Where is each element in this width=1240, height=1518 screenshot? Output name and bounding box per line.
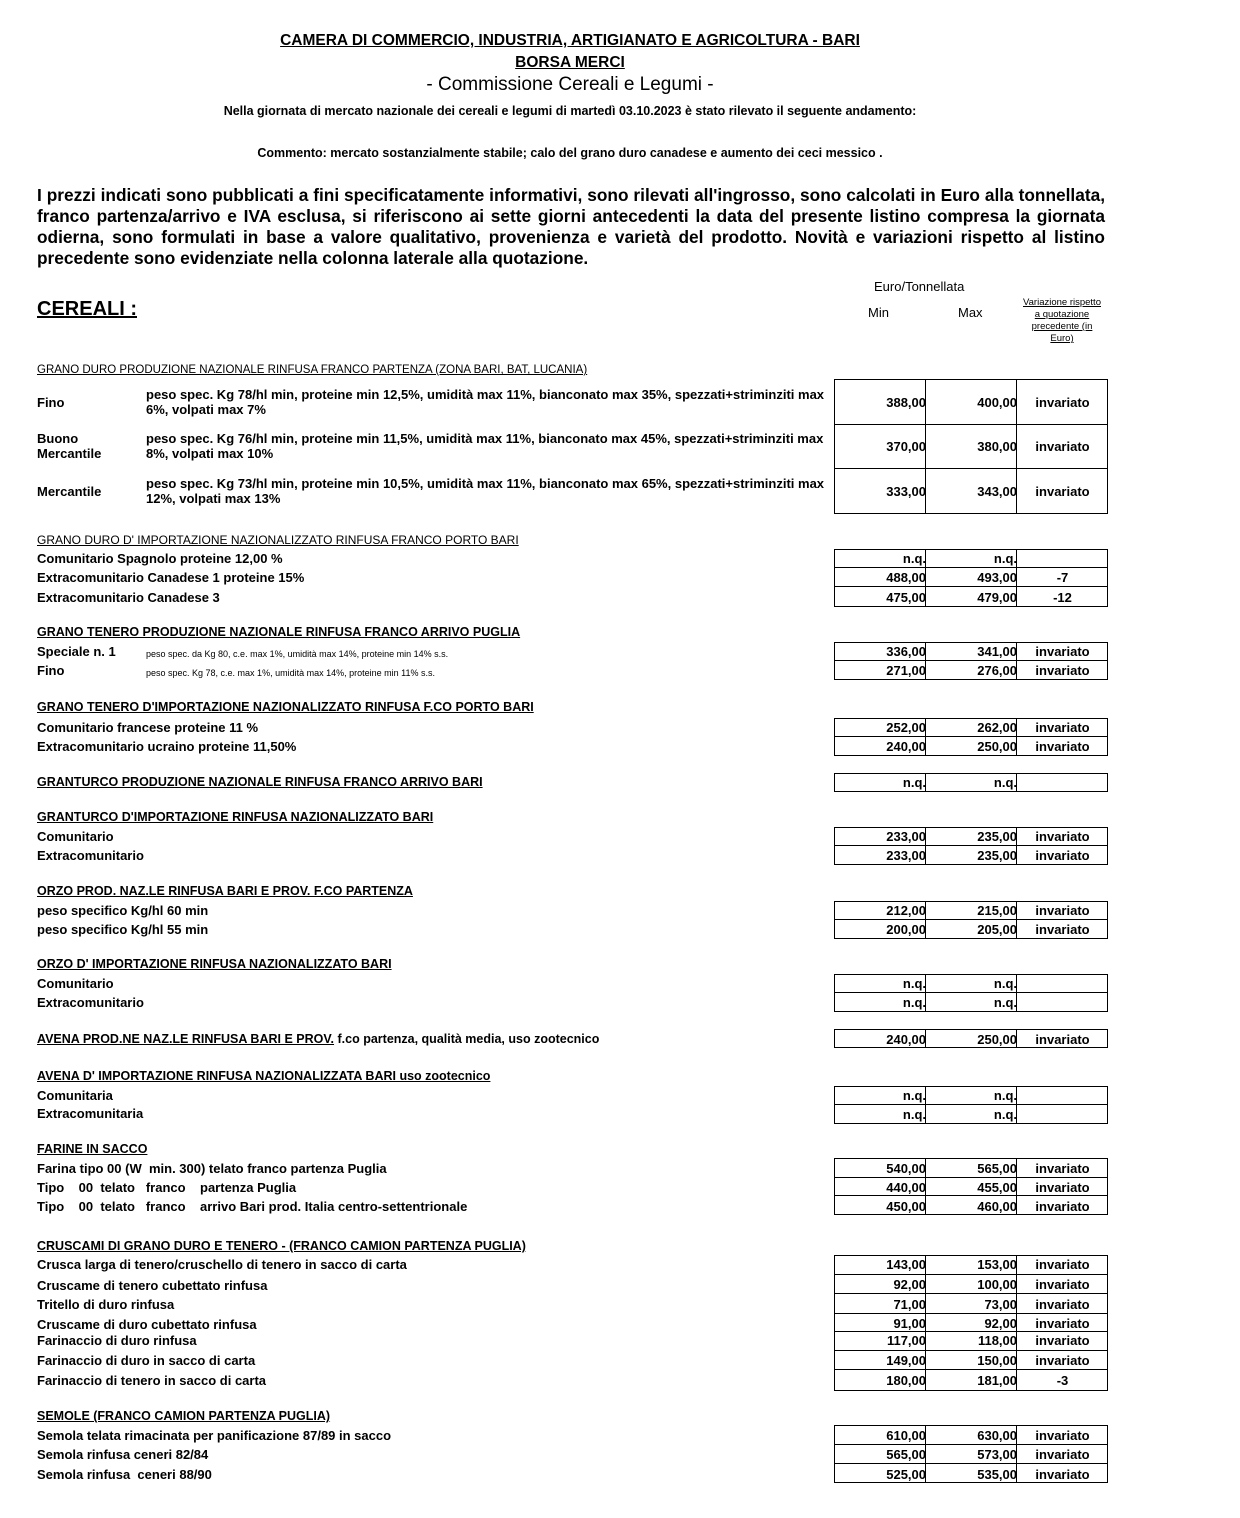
variation-header: Variazione rispetto a quotazione precedente (in Euro) (1023, 297, 1101, 344)
row-label: Semola rinfusa ceneri 82/84 (37, 1447, 209, 1462)
commission-title: - Commissione Cereali e Legumi - (426, 74, 714, 95)
variation-value: invariato (1035, 720, 1090, 735)
min-value: n.q. (902, 775, 926, 790)
row-label: Comunitario Spagnolo proteine 12,00 % (37, 551, 283, 566)
borsa-merci-title: BORSA MERCI (515, 54, 625, 71)
min-value: 143,00 (886, 1257, 926, 1272)
row-description: peso spec. Kg 73/hl min, proteine min 10,5%, umidità max 11%, bianconato max 65%, spezzati+striminziti max 12%, volpati max 13% (146, 476, 825, 506)
market-comment: Commento: mercato sostanzialmente stabile; calo del grano duro canadese e aumento dei ceci messico . (257, 146, 883, 160)
variation-value: invariato (1035, 739, 1090, 754)
row-label: Farinaccio di duro in sacco di carta (37, 1353, 256, 1368)
max-value: 150,00 (977, 1353, 1017, 1368)
max-value: 341,00 (977, 644, 1017, 659)
variation-value: invariato (1035, 922, 1090, 937)
group-title: GRANTURCO D'IMPORTAZIONE RINFUSA NAZIONALIZZATO BARI (37, 810, 434, 824)
row-note: peso spec. da Kg 80, c.e. max 1%, umidità max 14%, proteine min 14% s.s. (146, 649, 449, 659)
min-value: 200,00 (886, 922, 926, 937)
row-description: peso spec. Kg 76/hl min, proteine min 11,5%, umidità max 11%, bianconato max 45%, spezzati+striminziti max 8%, volpati max 10% (146, 431, 824, 461)
min-value: 180,00 (886, 1373, 926, 1388)
min-value: 475,00 (886, 590, 926, 605)
group-title: ORZO D' IMPORTAZIONE RINFUSA NAZIONALIZZATO BARI (37, 957, 392, 971)
min-value: 92,00 (893, 1277, 926, 1292)
min-value: 233,00 (886, 848, 926, 863)
row-label: Buono Mercantile (37, 431, 102, 461)
row-label: Crusca larga di tenero/cruschello di tenero in sacco di carta (37, 1257, 407, 1272)
max-value: 460,00 (977, 1199, 1017, 1214)
max-value: 276,00 (977, 663, 1017, 678)
row-label: Comunitario (37, 976, 114, 991)
variation-value: invariato (1035, 1353, 1090, 1368)
variation-value: invariato (1035, 1257, 1090, 1272)
min-value: 240,00 (886, 739, 926, 754)
group-title: GRANO DURO PRODUZIONE NAZIONALE RINFUSA FRANCO PARTENZA (ZONA BARI, BAT, LUCANIA) (37, 364, 588, 376)
variation-value: invariato (1035, 1297, 1090, 1312)
max-value: 262,00 (977, 720, 1017, 735)
max-value: 73,00 (984, 1297, 1017, 1312)
row-label: Extracomunitaria (37, 1106, 144, 1121)
max-value: 479,00 (977, 590, 1017, 605)
row-label: Mercantile (37, 484, 102, 499)
variation-value: invariato (1035, 1428, 1090, 1443)
max-value: 181,00 (977, 1373, 1017, 1388)
row-divider (834, 1104, 1108, 1105)
group-title-line (37, 1032, 599, 1046)
max-value: 153,00 (977, 1257, 1017, 1272)
variation-value: invariato (1035, 1032, 1090, 1047)
max-value: 380,00 (977, 439, 1017, 454)
min-value: n.q. (902, 995, 926, 1010)
row-label: Cruscame di duro cubettato rinfusa (37, 1317, 257, 1332)
max-value: 235,00 (977, 829, 1017, 844)
row-description: peso spec. Kg 78/hl min, proteine min 12,5%, umidità max 11%, bianconato max 35%, spezzati+striminziti max 6%, volpati max 7% (146, 387, 825, 417)
cereali-section-title: CEREALI : (37, 298, 137, 320)
min-value: 388,00 (886, 395, 926, 410)
min-value: 271,00 (886, 663, 926, 678)
max-header: Max (958, 305, 983, 320)
min-value: 450,00 (886, 1199, 926, 1214)
min-header: Min (868, 305, 889, 320)
group-title: SEMOLE (FRANCO CAMION PARTENZA PUGLIA) (37, 1409, 331, 1423)
min-value: 565,00 (886, 1447, 926, 1462)
max-value: 205,00 (977, 922, 1017, 937)
variation-value: invariato (1035, 848, 1090, 863)
max-value: 535,00 (977, 1467, 1017, 1482)
variation-value: invariato (1035, 829, 1090, 844)
row-label: Semola rinfusa ceneri 88/90 (37, 1467, 212, 1482)
min-value: n.q. (902, 1107, 926, 1122)
row-label: peso specifico Kg/hl 60 min (37, 903, 209, 918)
min-value: 91,00 (893, 1316, 926, 1331)
variation-value: invariato (1035, 1333, 1090, 1348)
row-label: Cruscame di tenero cubettato rinfusa (37, 1278, 268, 1293)
max-value: 235,00 (977, 848, 1017, 863)
row-label: Comunitario francese proteine 11 % (37, 720, 259, 735)
min-value: 488,00 (886, 570, 926, 585)
row-label: Fino (37, 663, 65, 678)
min-value: n.q. (902, 551, 926, 566)
variation-value: invariato (1035, 644, 1090, 659)
variation-value: invariato (1035, 1467, 1090, 1482)
min-value: 212,00 (886, 903, 926, 918)
row-label: Extracomunitario Canadese 3 (37, 590, 220, 605)
group-title: CRUSCAMI DI GRANO DURO E TENERO - (FRANCO CAMION PARTENZA PUGLIA) (37, 1239, 526, 1253)
variation-value: invariato (1035, 1316, 1090, 1331)
row-divider (834, 992, 1108, 993)
variation-value: invariato (1035, 1447, 1090, 1462)
max-value: 100,00 (977, 1277, 1017, 1292)
row-label: Farina tipo 00 (W min. 300) telato franco partenza Puglia (37, 1161, 387, 1176)
row-label: Extracomunitario (37, 995, 144, 1010)
max-value: n.q. (993, 1107, 1017, 1122)
row-label: Extracomunitario ucraino proteine 11,50% (37, 739, 297, 754)
row-label: Tipo 00 telato franco arrivo Bari prod. Italia centro-settentrionale (37, 1199, 468, 1214)
group-title: GRANO TENERO D'IMPORTAZIONE NAZIONALIZZATO RINFUSA F.CO PORTO BARI (37, 700, 534, 714)
variation-value: invariato (1035, 1199, 1090, 1214)
row-label: Fino (37, 395, 65, 410)
max-value: 455,00 (977, 1180, 1017, 1195)
row-label: Comunitario (37, 829, 114, 844)
row-label: Tritello di duro rinfusa (37, 1297, 175, 1312)
variation-value: invariato (1035, 439, 1090, 454)
row-label: Extracomunitario Canadese 1 proteine 15% (37, 570, 305, 585)
min-value: 610,00 (886, 1428, 926, 1443)
min-value: 333,00 (886, 484, 926, 499)
group-title: GRANTURCO PRODUZIONE NAZIONALE RINFUSA FRANCO ARRIVO BARI (37, 775, 483, 789)
min-value: n.q. (902, 1088, 926, 1103)
max-value: 343,00 (977, 484, 1017, 499)
max-value: n.q. (993, 1088, 1017, 1103)
min-value: 370,00 (886, 439, 926, 454)
max-value: 250,00 (977, 739, 1017, 754)
max-value: 573,00 (977, 1447, 1017, 1462)
row-label: Farinaccio di tenero in sacco di carta (37, 1373, 267, 1388)
row-divider (834, 736, 1108, 737)
max-value: 400,00 (977, 395, 1017, 410)
unit-header: Euro/Tonnellata (874, 279, 965, 294)
disclaimer: I prezzi indicati sono pubblicati a fini specificatamente informativi, sono rilevati all'ingrosso, sono calcolati in Euro alla tonnellata, franco partenza/arrivo e IVA esclusa, si riferiscono ai sette giorni antecedenti la data del presente listino compresa la giornata odierna, sono formulati in base a valore qualitativo, provenienza e varietà del prodotto. Novità e variazioni rispetto al listino precedente sono evidenziate nella colonna laterale alla quotazione. (37, 185, 1105, 268)
group-title: ORZO PROD. NAZ.LE RINFUSA BARI E PROV. F.CO PARTENZA (37, 884, 413, 898)
group-title: AVENA D' IMPORTAZIONE RINFUSA NAZIONALIZZATA BARI uso zootecnico (37, 1069, 491, 1083)
max-value: 630,00 (977, 1428, 1017, 1443)
max-value: n.q. (993, 976, 1017, 991)
row-divider (834, 660, 1108, 661)
min-value: 240,00 (886, 1032, 926, 1047)
group-title-suffix: f.co partenza, qualità media, uso zootecnico (334, 1032, 600, 1046)
row-label: Tipo 00 telato franco partenza Puglia (37, 1180, 297, 1195)
min-value: 71,00 (893, 1297, 926, 1312)
row-label: Extracomunitario (37, 848, 144, 863)
variation-value: -7 (1056, 570, 1069, 585)
group-title: FARINE IN SACCO (37, 1142, 148, 1156)
variation-value: invariato (1035, 903, 1090, 918)
row-label: Semola telata rimacinata per panificazione 87/89 in sacco (37, 1428, 392, 1443)
row-note: peso spec. Kg 78, c.e. max 1%, umidità max 14%, proteine min 11% s.s. (146, 668, 435, 678)
max-value: 215,00 (977, 903, 1017, 918)
variation-value: invariato (1035, 1161, 1090, 1176)
row-divider (834, 919, 1108, 920)
min-value: 525,00 (886, 1467, 926, 1482)
max-value: 118,00 (977, 1333, 1017, 1348)
min-value: n.q. (902, 976, 926, 991)
row-label: peso specifico Kg/hl 55 min (37, 922, 209, 937)
max-value: 565,00 (977, 1161, 1017, 1176)
row-label: Farinaccio di duro rinfusa (37, 1333, 197, 1348)
min-value: 233,00 (886, 829, 926, 844)
max-value: n.q. (993, 775, 1017, 790)
row-label: Comunitaria (37, 1088, 113, 1103)
variation-value: invariato (1035, 1277, 1090, 1292)
min-value: 149,00 (886, 1353, 926, 1368)
max-value: n.q. (993, 551, 1017, 566)
chamber-title: CAMERA DI COMMERCIO, INDUSTRIA, ARTIGIANATO E AGRICOLTURA - BARI (280, 32, 860, 49)
variation-value: invariato (1035, 1180, 1090, 1195)
group-title: AVENA PROD.NE NAZ.LE RINFUSA BARI E PROV. (37, 1032, 335, 1046)
min-value: 440,00 (886, 1180, 926, 1195)
min-value: 117,00 (886, 1333, 926, 1348)
variation-value: invariato (1035, 663, 1090, 678)
min-value: 252,00 (886, 720, 926, 735)
min-value: 540,00 (886, 1161, 926, 1176)
variation-value: invariato (1035, 395, 1090, 410)
max-value: 250,00 (977, 1032, 1017, 1047)
min-value: 336,00 (886, 644, 926, 659)
max-value: 92,00 (984, 1316, 1017, 1331)
variation-value: -12 (1053, 590, 1072, 605)
row-divider (834, 845, 1108, 846)
variation-value: invariato (1035, 484, 1090, 499)
group-title: GRANO DURO D' IMPORTAZIONE NAZIONALIZZATO RINFUSA FRANCO PORTO BARI (37, 533, 519, 547)
intro-text: Nella giornata di mercato nazionale dei cereali e legumi di martedì 03.10.2023 è stato rilevato il seguente andamento: (223, 104, 917, 118)
max-value: 493,00 (977, 570, 1017, 585)
group-title: GRANO TENERO PRODUZIONE NAZIONALE RINFUSA FRANCO ARRIVO PUGLIA (37, 625, 521, 639)
variation-value: -3 (1056, 1373, 1069, 1388)
max-value: n.q. (993, 995, 1017, 1010)
row-label: Speciale n. 1 (37, 644, 116, 659)
